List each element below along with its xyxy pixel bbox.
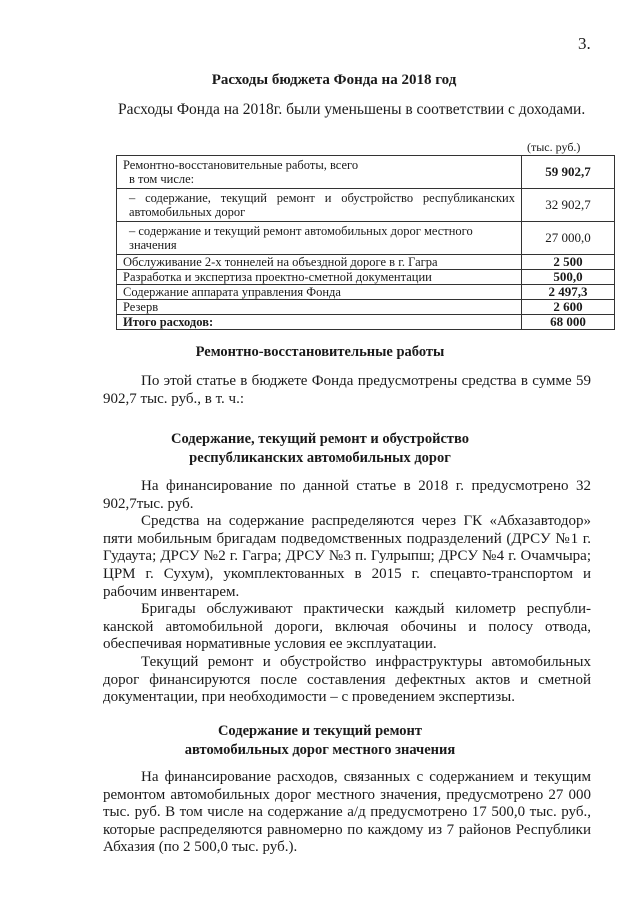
total-label: Итого расходов: xyxy=(117,315,522,330)
page-number: 3. xyxy=(578,34,591,53)
section-repair-text xyxy=(103,373,591,408)
section-heading-repair: Ремонтно-восстановительные работы xyxy=(195,344,445,360)
row-value: 32 902,7 xyxy=(522,189,615,222)
heading-line: автомобильных дорог местного значения xyxy=(184,742,456,758)
table-row xyxy=(117,285,615,300)
table-row xyxy=(117,270,615,285)
paragraph: Текущий ремонт и обустройство инфраструктуры автомобильных дорог финансируются после составления дефектных актов и сметной документации, при необходимости – с проведением экспертизы. xyxy=(103,653,591,706)
row-value: 500,0 xyxy=(522,270,615,285)
table-unit-label: (тыс. руб.) xyxy=(527,140,581,154)
section-republican-body xyxy=(103,478,591,707)
total-value: 68 000 xyxy=(522,315,615,330)
budget-table xyxy=(116,155,615,330)
section-heading-local xyxy=(0,722,640,760)
row-value: 59 902,7 xyxy=(522,156,615,189)
row-label xyxy=(117,156,522,189)
row-label: – содержание и текущий ремонт автомобильных дорог местного значения xyxy=(117,222,522,255)
section-heading-republican xyxy=(0,430,640,468)
paragraph: На финансирование по данной статье в 2018 г. предусмотрено 32 902,7тыс. руб. xyxy=(103,478,591,512)
row-label-text: Ремонтно-восстановительные работы, всего xyxy=(123,158,359,172)
row-value: 2 600 xyxy=(522,300,615,315)
row-label-subtext: в том числе: xyxy=(129,172,195,186)
heading-line: республиканских автомобильных дорог xyxy=(189,450,451,466)
paragraph: На финансирование расходов, связанных с содержанием и текущим ремонтом автомобильных дорог местного значения, предусмотрено 27 000 тыс. руб. В том числе на содержание а/д предусмотрено 17 500,0 тыс. руб., которые распределяются равномерно по каждому из 7 районов Республики Абхазия (по 2 500,0 тыс. руб.). xyxy=(103,769,591,856)
row-value: 2 497,3 xyxy=(522,285,615,300)
row-label: Резерв xyxy=(117,300,522,315)
table-row xyxy=(117,222,615,255)
row-label: Обслуживание 2-х тоннелей на объездной дороге в г. Гагра xyxy=(117,255,522,270)
row-label: Содержание аппарата управления Фонда xyxy=(117,285,522,300)
paragraph: Средства на содержание распределяются через ГК «Абхазавтодор» пяти мобильным бригадам подведомственных подразделений (ДРСУ №1 г. Гудаута; ДРСУ №2 г. Гагра; ДРСУ №3 п. Гулрыпш; ДРСУ №4 г. Очамчыра; ЦРМ г. Сухум), укомплектованных в 2015 г. спецавто-транспортом и рабочим инвентарем. xyxy=(103,513,591,600)
section-local-body xyxy=(103,769,591,857)
row-label: Разработка и экспертиза проектно-сметной документации xyxy=(117,270,522,285)
table-row xyxy=(117,189,615,222)
table-total-row xyxy=(117,315,615,330)
row-value: 27 000,0 xyxy=(522,222,615,255)
table-row xyxy=(117,300,615,315)
paragraph: По этой статье в бюджете Фонда предусмотрены средства в сумме 59 902,7 тыс. руб., в т. ч.: xyxy=(103,373,591,407)
paragraph: Бригады обслуживают практически каждый километр республи-канской автомобильной дороги, включая обочины и полосу отвода, обеспечивая нормативные условия ее эксплуатации. xyxy=(103,601,591,653)
table-row xyxy=(117,255,615,270)
heading-line: Содержание и текущий ремонт xyxy=(217,723,423,739)
table-row xyxy=(117,156,615,189)
row-value: 2 500 xyxy=(522,255,615,270)
page-title: Расходы бюджета Фонда на 2018 год xyxy=(211,72,457,88)
intro-text: Расходы Фонда на 2018г. были уменьшены в соответствии с доходами. xyxy=(118,101,586,118)
heading-line: Содержание, текущий ремонт и обустройство xyxy=(170,431,470,447)
row-label: – содержание, текущий ремонт и обустройство республиканских автомобильных дорог xyxy=(117,189,522,222)
